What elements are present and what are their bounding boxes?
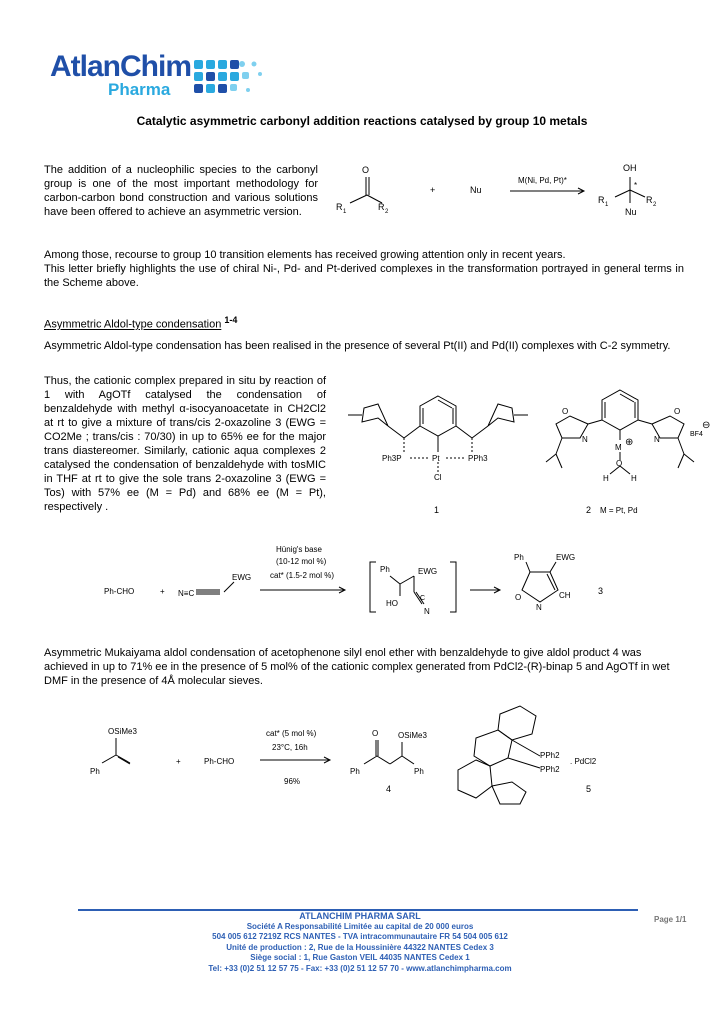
- c2-plus: ⊕: [625, 437, 634, 448]
- s2-cond3: cat* (1.5-2 mol %): [270, 571, 335, 580]
- intro-paragraph: The addition of a nucleophilic species to the carbonyl group is one of the most important methodology for carbon-carbon bond construction and various solutions have been offered to achieve an asymmetric version.: [44, 164, 318, 218]
- scheme1-p-r2: R: [646, 195, 653, 205]
- s2-prod-o: O: [515, 593, 522, 602]
- s2-cond2: (10-12 mol %): [276, 557, 327, 566]
- s3-ph: Ph: [90, 767, 100, 776]
- para-group10-line1: Among those, recourse to group 10 transition elements has received growing attention only in recent years.: [44, 249, 566, 261]
- s2-prod-ewg: EWG: [556, 553, 576, 562]
- s2-prod-ch: CH: [559, 591, 571, 600]
- compound-2-label: 2: [586, 505, 592, 515]
- scheme1-r1-sub: 1: [343, 209, 347, 215]
- scheme1-plus: +: [430, 185, 436, 195]
- scheme1-p-r1: R: [598, 195, 605, 205]
- s2-int-c: C: [420, 595, 426, 602]
- s2-prod-ph: Ph: [514, 553, 524, 562]
- s3-yield: 96%: [284, 777, 301, 786]
- s2-int-ph: Ph: [380, 565, 390, 574]
- scheme1-oh: OH: [623, 163, 637, 173]
- scheme1-nu: Nu: [470, 185, 482, 195]
- c1-ph3p: Ph3P: [382, 454, 402, 463]
- c2-minus: ⊖: [702, 420, 711, 431]
- section1-intro: Asymmetric Aldol-type condensation has been realised in the presence of several Pt(II) and Pd(II) complexes with C-2 symmetry.: [44, 340, 671, 352]
- c5-label: 5: [586, 784, 592, 794]
- c2-o-left: O: [562, 407, 569, 416]
- scheme1-p-star: *: [634, 181, 638, 190]
- logo-main-text: AtlanChim: [50, 50, 191, 83]
- c2-o-water: O: [616, 459, 623, 468]
- c1-cl: Cl: [434, 473, 442, 482]
- logo-sub-text: Pharma: [108, 80, 171, 99]
- scheme1-o: O: [362, 165, 370, 175]
- c5-pph2-b: PPh2: [540, 765, 560, 774]
- c2-m: M: [615, 443, 622, 452]
- s2-cond1: Hünig's base: [276, 545, 322, 554]
- c2-o-right: O: [674, 407, 681, 416]
- c5-pph2-a: PPh2: [540, 751, 560, 760]
- s2-ewg: EWG: [232, 573, 252, 582]
- s2-plus: +: [160, 587, 165, 596]
- s3-p-osime3: OSiMe3: [398, 731, 427, 740]
- s2-nc: N≡C: [178, 589, 195, 598]
- c2-h-right: H: [631, 474, 637, 483]
- s2-int-n: N: [424, 607, 430, 616]
- footer-line1: Société A Responsabilité Limitée au capital de 20 000 euros: [246, 921, 474, 931]
- scheme1-p-nu: Nu: [625, 207, 637, 217]
- compound-2-structure: [540, 378, 715, 518]
- s3-osime3: OSiMe3: [108, 727, 137, 736]
- s3-p-o: O: [372, 729, 379, 738]
- section1-heading-text: Asymmetric Aldol-type condensation: [44, 318, 222, 331]
- scheme1-p-r2-sub: 2: [653, 202, 657, 208]
- s3-cond2: 23°C, 16h: [272, 743, 308, 752]
- s3-cond1: cat* (5 mol %): [266, 729, 317, 738]
- section1-ref: 1-4: [224, 315, 238, 325]
- s3-phcho: Ph-CHO: [204, 757, 235, 766]
- scheme-oxazoline: [100, 542, 620, 617]
- section1-heading: [44, 313, 237, 332]
- scheme-mukaiyama: [80, 700, 700, 810]
- scheme1-r2-sub: 2: [385, 209, 389, 215]
- footer-line3: Unité de production : 2, Rue de la Houssinière 44322 NANTES Cedex 3: [226, 942, 494, 952]
- compound-1-structure: [338, 378, 538, 518]
- s2-int-ewg: EWG: [418, 567, 438, 576]
- s3-p-label: 4: [386, 784, 392, 794]
- scheme1-conditions: M(Ni, Pd, Pt)*: [518, 176, 567, 185]
- s3-plus: +: [176, 757, 181, 766]
- scheme-general-reaction: [330, 155, 690, 220]
- page-title: Catalytic asymmetric carbonyl addition reactions catalysed by group 10 metals: [136, 114, 588, 128]
- logo-dots-icon: [192, 56, 272, 104]
- compound-1-label: 1: [434, 505, 440, 515]
- page-number: Page 1/1: [654, 915, 687, 924]
- footer-line4: Siège social : 1, Rue Gaston VEIL 44035 NANTES Cedex 1: [250, 953, 470, 962]
- scheme1-r2: R: [378, 202, 385, 212]
- scheme1-p-r1-sub: 1: [605, 202, 609, 208]
- footer-line2: 504 005 612 7219Z RCS NANTES - TVA intracommunautaire FR 54 504 005 612: [212, 932, 508, 941]
- compound-2-m-def: M = Pt, Pd: [600, 506, 638, 515]
- footer-line5: Tel: +33 (0)2 51 12 57 75 - Fax: +33 (0)2 51 12 57 70 - www.atlanchimpharma.com: [208, 963, 512, 973]
- c1-pt: Pt: [432, 454, 440, 463]
- section1-body: Thus, the cationic complex prepared in situ by reaction of 1 with AgOTf catalysed the condensation of benzaldehyde with methyl α-isocyanoacetate in CH2Cl2 at rt to give a mixture of trans/cis 2-oxazoline 3 (EWG = CO2Me ; trans/cis : 70/30) in up to 65% ee for the major trans diastereomer. Similarly, cationic aqua complexes 2 catalysed the condensation of benzaldehyde with tosMIC in THF at rt to give the sole trans 2-oxazoline 3 (EWG = Tos) with 57% ee (M = Pd) and 68% ee (M = Pt), respectively .: [44, 375, 326, 513]
- para-group10-line2: This letter briefly highlights the use of chiral Ni-, Pd- and Pt-derived complexes in the transformation portrayed in general terms in the Scheme above.: [44, 263, 684, 289]
- s3-p-ph2: Ph: [414, 767, 424, 776]
- c1-pph3: PPh3: [468, 454, 488, 463]
- c2-n-right: N: [654, 435, 660, 444]
- s2-prod-n: N: [536, 603, 542, 612]
- section2-paragraph: Asymmetric Mukaiyama aldol condensation of acetophenone silyl enol ether with benzaldehyde to give aldol product 4 was achieved in up to 71% ee in the presence of 5 mol% of the cationic complex generated from PdCl2-(R)-binap 5 and AgOTf in wet DMF in the presence of 4Å molecular sieves.: [44, 647, 670, 687]
- logo: [50, 50, 240, 110]
- c2-h-left: H: [603, 474, 609, 483]
- c5-pdcl2: . PdCl2: [570, 757, 597, 766]
- c2-n-left: N: [582, 435, 588, 444]
- c2-bf4: BF4: [690, 431, 703, 438]
- s2-phcho: Ph-CHO: [104, 587, 135, 596]
- footer: [140, 911, 580, 974]
- s2-int-ho: HO: [386, 599, 398, 608]
- scheme1-r1: R: [336, 202, 343, 212]
- s3-p-ph1: Ph: [350, 767, 360, 776]
- s2-prod-label: 3: [598, 586, 604, 596]
- footer-company: ATLANCHIM PHARMA SARL: [299, 911, 421, 921]
